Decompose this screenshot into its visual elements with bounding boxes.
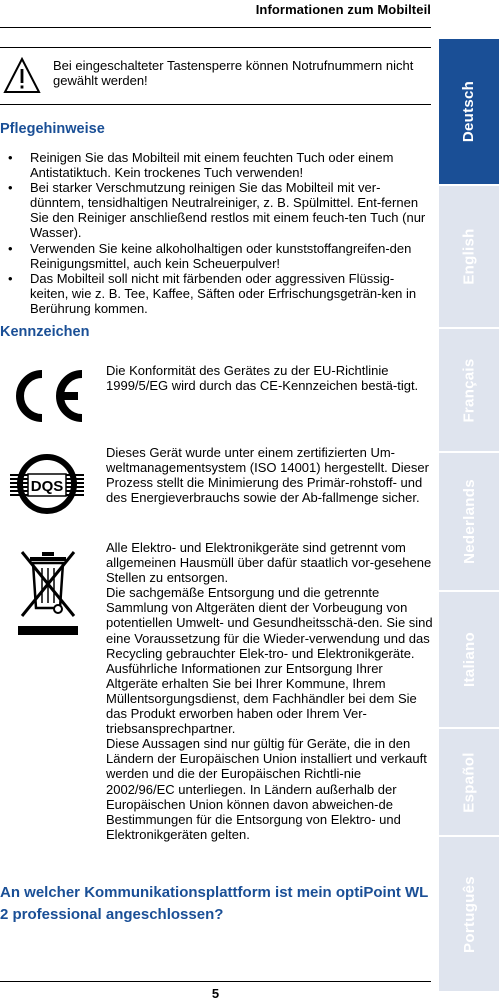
dqs-text: Dieses Gerät wurde unter einem zertifizierten Um-weltmanagementsystem (ISO 14001) hergestellt. Dieser Prozess stellt die Minimierung des Primär-rohstoff- und des Energieverbrauchs sowie der Ab-fallmenge sicher. [106,445,429,506]
weee-bin-icon [16,548,80,642]
ce-text: Die Konformität des Gerätes zu der EU-Richtlinie 1999/5/EG wird durch das CE-Kennzeichen bestä-tigt. [106,363,419,394]
list-item: • Verwenden Sie keine alkoholhaltigen oder kunststoffangreifen-den Reinigungsmittel, auch kein Scheuerpulver! [0,241,432,271]
bullet-text: Das Mobilteil soll nicht mit färbenden oder aggressiven Flüssig-keiten, wie z. B. Tee, Kaffee, Säften oder Erfrischungsgeträn-ken in Berührung kommen. [30,270,417,316]
dqs-logo-text: DQS [30,478,64,495]
tab-italiano[interactable] [439,592,499,727]
tab-label: Français [460,357,478,423]
tab-label: Deutsch [460,80,478,143]
tab-label: Español [460,751,478,813]
tab-portugues[interactable] [439,837,499,991]
care-heading: Pflegehinweise [0,121,105,137]
list-item: • Das Mobilteil soll nicht mit färbenden oder aggressiven Flüssig-keiten, wie z. B. Tee, Kaffee, Säften oder Erfrischungsgeträn-ken in Berührung kommen. [0,271,432,316]
dqs-certificate-icon [10,453,84,515]
tab-label: Nederlands [460,479,478,564]
tab-label: Italiano [460,632,478,687]
bullet-text: Reinigen Sie das Mobilteil mit einem feuchten Tuch oder einem Antistatiktuch. Kein trockenes Tuch verwenden! [30,150,394,181]
tab-francais[interactable] [439,329,499,451]
tab-english[interactable] [439,186,499,327]
footer-rule [0,981,431,982]
tab-deutsch[interactable] [439,39,499,184]
weee-paragraph: Alle Elektro- und Elektronikgeräte sind getrennt vom allgemeinen Hausmüll über dafür staatlich vor-gesehene Stellen zu entsorgen. [106,540,432,586]
bullet-text: Verwenden Sie keine alkoholhaltigen oder kunststoffangreifen-den Reinigungsmittel, auch kein Scheuerpulver! [30,240,412,271]
weee-text-block [106,540,433,842]
tab-nederlands[interactable] [439,453,499,590]
tab-espanol[interactable] [439,729,499,835]
weee-paragraph: Ausführliche Informationen zur Entsorgung Ihrer Altgeräte erhalten Sie bei Ihrer Kommune, Ihrem Müllentsorgungsdienst, dem Fachhändler bei dem Sie das Produkt erworben haben oder Ihrem Ver-triebsansprechpartner. [106,660,417,737]
bullet-text: Bei starker Verschmutzung reinigen Sie das Mobilteil mit ver-dünntem, tensidhaltigen Neutralreiniger, z. B. Spülmittel. Ent-fernen Sie den Reiniger anschließend restlos mit einem feuch-ten Tuch (nur Wasser). [30,180,426,241]
ce-mark-icon [8,368,88,424]
weee-paragraph: Diese Aussagen sind nur gültig für Geräte, die in den Ländern der Europäischen Union installiert und verkauft werden und die der Europäischen Richtli-nie 2002/96/EC unterliegen. In Ländern außerhalb der Europäischen Union können davon abweichen-de Bestimmungen für die Entsorgung von Elektro- und Elektronikgeräten gelten. [106,736,427,842]
warning-text: Bei eingeschalteter Tastensperre können Notrufnummern nicht gewählt werden! [53,58,414,88]
weee-paragraph: Die sachgemäße Entsorgung und die getrennte Sammlung von Altgeräten dient der Vorbeugung von potentiellen Umwelt- und Gesundheitsschä-den. Sie sind eine Voraussetzung für die Wieder-verwendung und das Recycling gebrauchter Elek-tro- und Elektronikgeräte. [106,585,433,661]
page-number: 5 [211,986,220,1001]
warning-bottom-rule [0,104,431,105]
platform-heading: An welcher Kommunikationsplattform ist mein optiPoint WL 2 professional angeschlossen? [0,884,429,923]
warning-triangle-icon [3,57,41,95]
page-header-title: Informationen zum Mobilteil [255,2,431,17]
tab-label: Português [460,875,478,953]
marks-heading: Kennzeichen [0,324,90,340]
list-item: • Reinigen Sie das Mobilteil mit einem feuchten Tuch oder einem Antistatiktuch. Kein trockenes Tuch verwenden! [0,150,432,180]
tab-label: English [460,228,478,285]
care-bullet-list [0,150,432,316]
header-rule [0,27,431,28]
warning-top-rule [0,47,431,48]
list-item: • Bei starker Verschmutzung reinigen Sie das Mobilteil mit ver-dünntem, tensidhaltigen Neutralreiniger, z. B. Spülmittel. Ent-fernen Sie den Reiniger anschließend restlos mit einem feuch-ten Tuch (nur Wasser). [0,180,432,240]
